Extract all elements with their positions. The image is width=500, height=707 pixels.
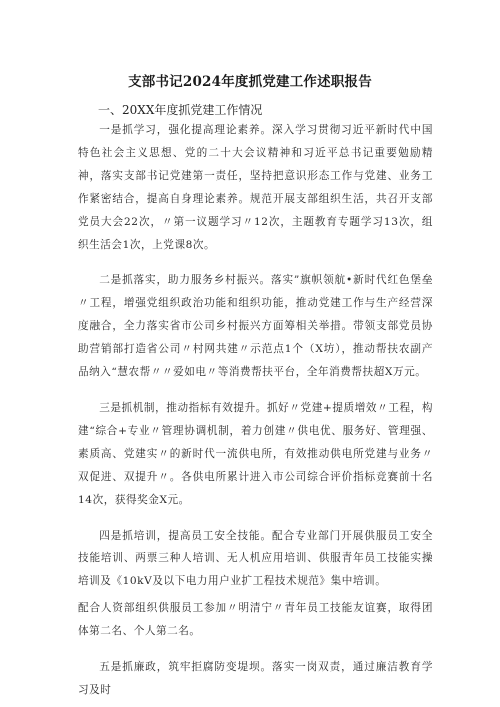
paragraph-study: 一是抓学习，强化提高理论素养。深入学习贯彻习近平新时代中国特色社会主义思想、党的二十大会议精神和习近平总书记重要勉励精神，落实支部书记党建第一责任，坚持把意识形态工作与党建、业务工作紧密结合，提高自身理论素养。规范开展支部组织生活，共召开支部党员大会22次，〃第一议题学习〃12次，主题教育专题学习13次，组织生活会1次，上党课8次。 bbox=[78, 124, 433, 251]
paragraph-integrity: 五是抓廉政，筑牢拒腐防变堤坝。落实一岗双责，通过廉洁教育学习及时 bbox=[78, 661, 433, 696]
paragraph-mechanism: 三是抓机制，推动指标有效提升。抓好〃党建+提质增效〃工程，构建“综合+专业〃管理协调机制，着力创建〃供电优、服务好、管理强、素质高、党建实〃的新时代一流供电所，有效推动供电所党建与业务〃双促进、双提升〃。各供电所累计进入市公司综合评价指标竞赛前十名14次，获得奖金X元。 bbox=[78, 401, 433, 506]
paragraph-competition: 配合人资部组织供服员工参加〃明清宁〃青年员工技能友谊赛，取得团体第二名、个人第二名。 bbox=[78, 602, 433, 638]
paragraph-implementation: 二是抓落实，助力服务乡村振兴。落实”旗帜领航•新时代红色堡垒〃工程，增强党组织政治功能和组织功能，推动党建工作与生产经营深度融合，全力落实省市公司乡村振兴方面筹相关举措。带领支部党员协助营销部打造省公司〃村网共建〃示范点1个（X坊），推动帮扶农副产品纳入“慧农帮〃〃爱如电〃等消费帮扶平台，全年消费帮扶超X万元。 bbox=[78, 274, 433, 379]
document-body bbox=[78, 119, 433, 702]
section-heading: 一、20XX年度抓党建工作情况 bbox=[98, 103, 263, 117]
document-title: 支部书记2024年度抓党建工作述职报告 bbox=[128, 74, 372, 90]
paragraph-training: 四是抓培训，提高员工安全技能。配合专业部门开展供服员工安全技能培训、两票三种人培训、无人机应用培训、供服青年员工技能实操培训及《10kV及以下电力用户业扩工程技术规范》集中培训。 bbox=[78, 529, 433, 588]
